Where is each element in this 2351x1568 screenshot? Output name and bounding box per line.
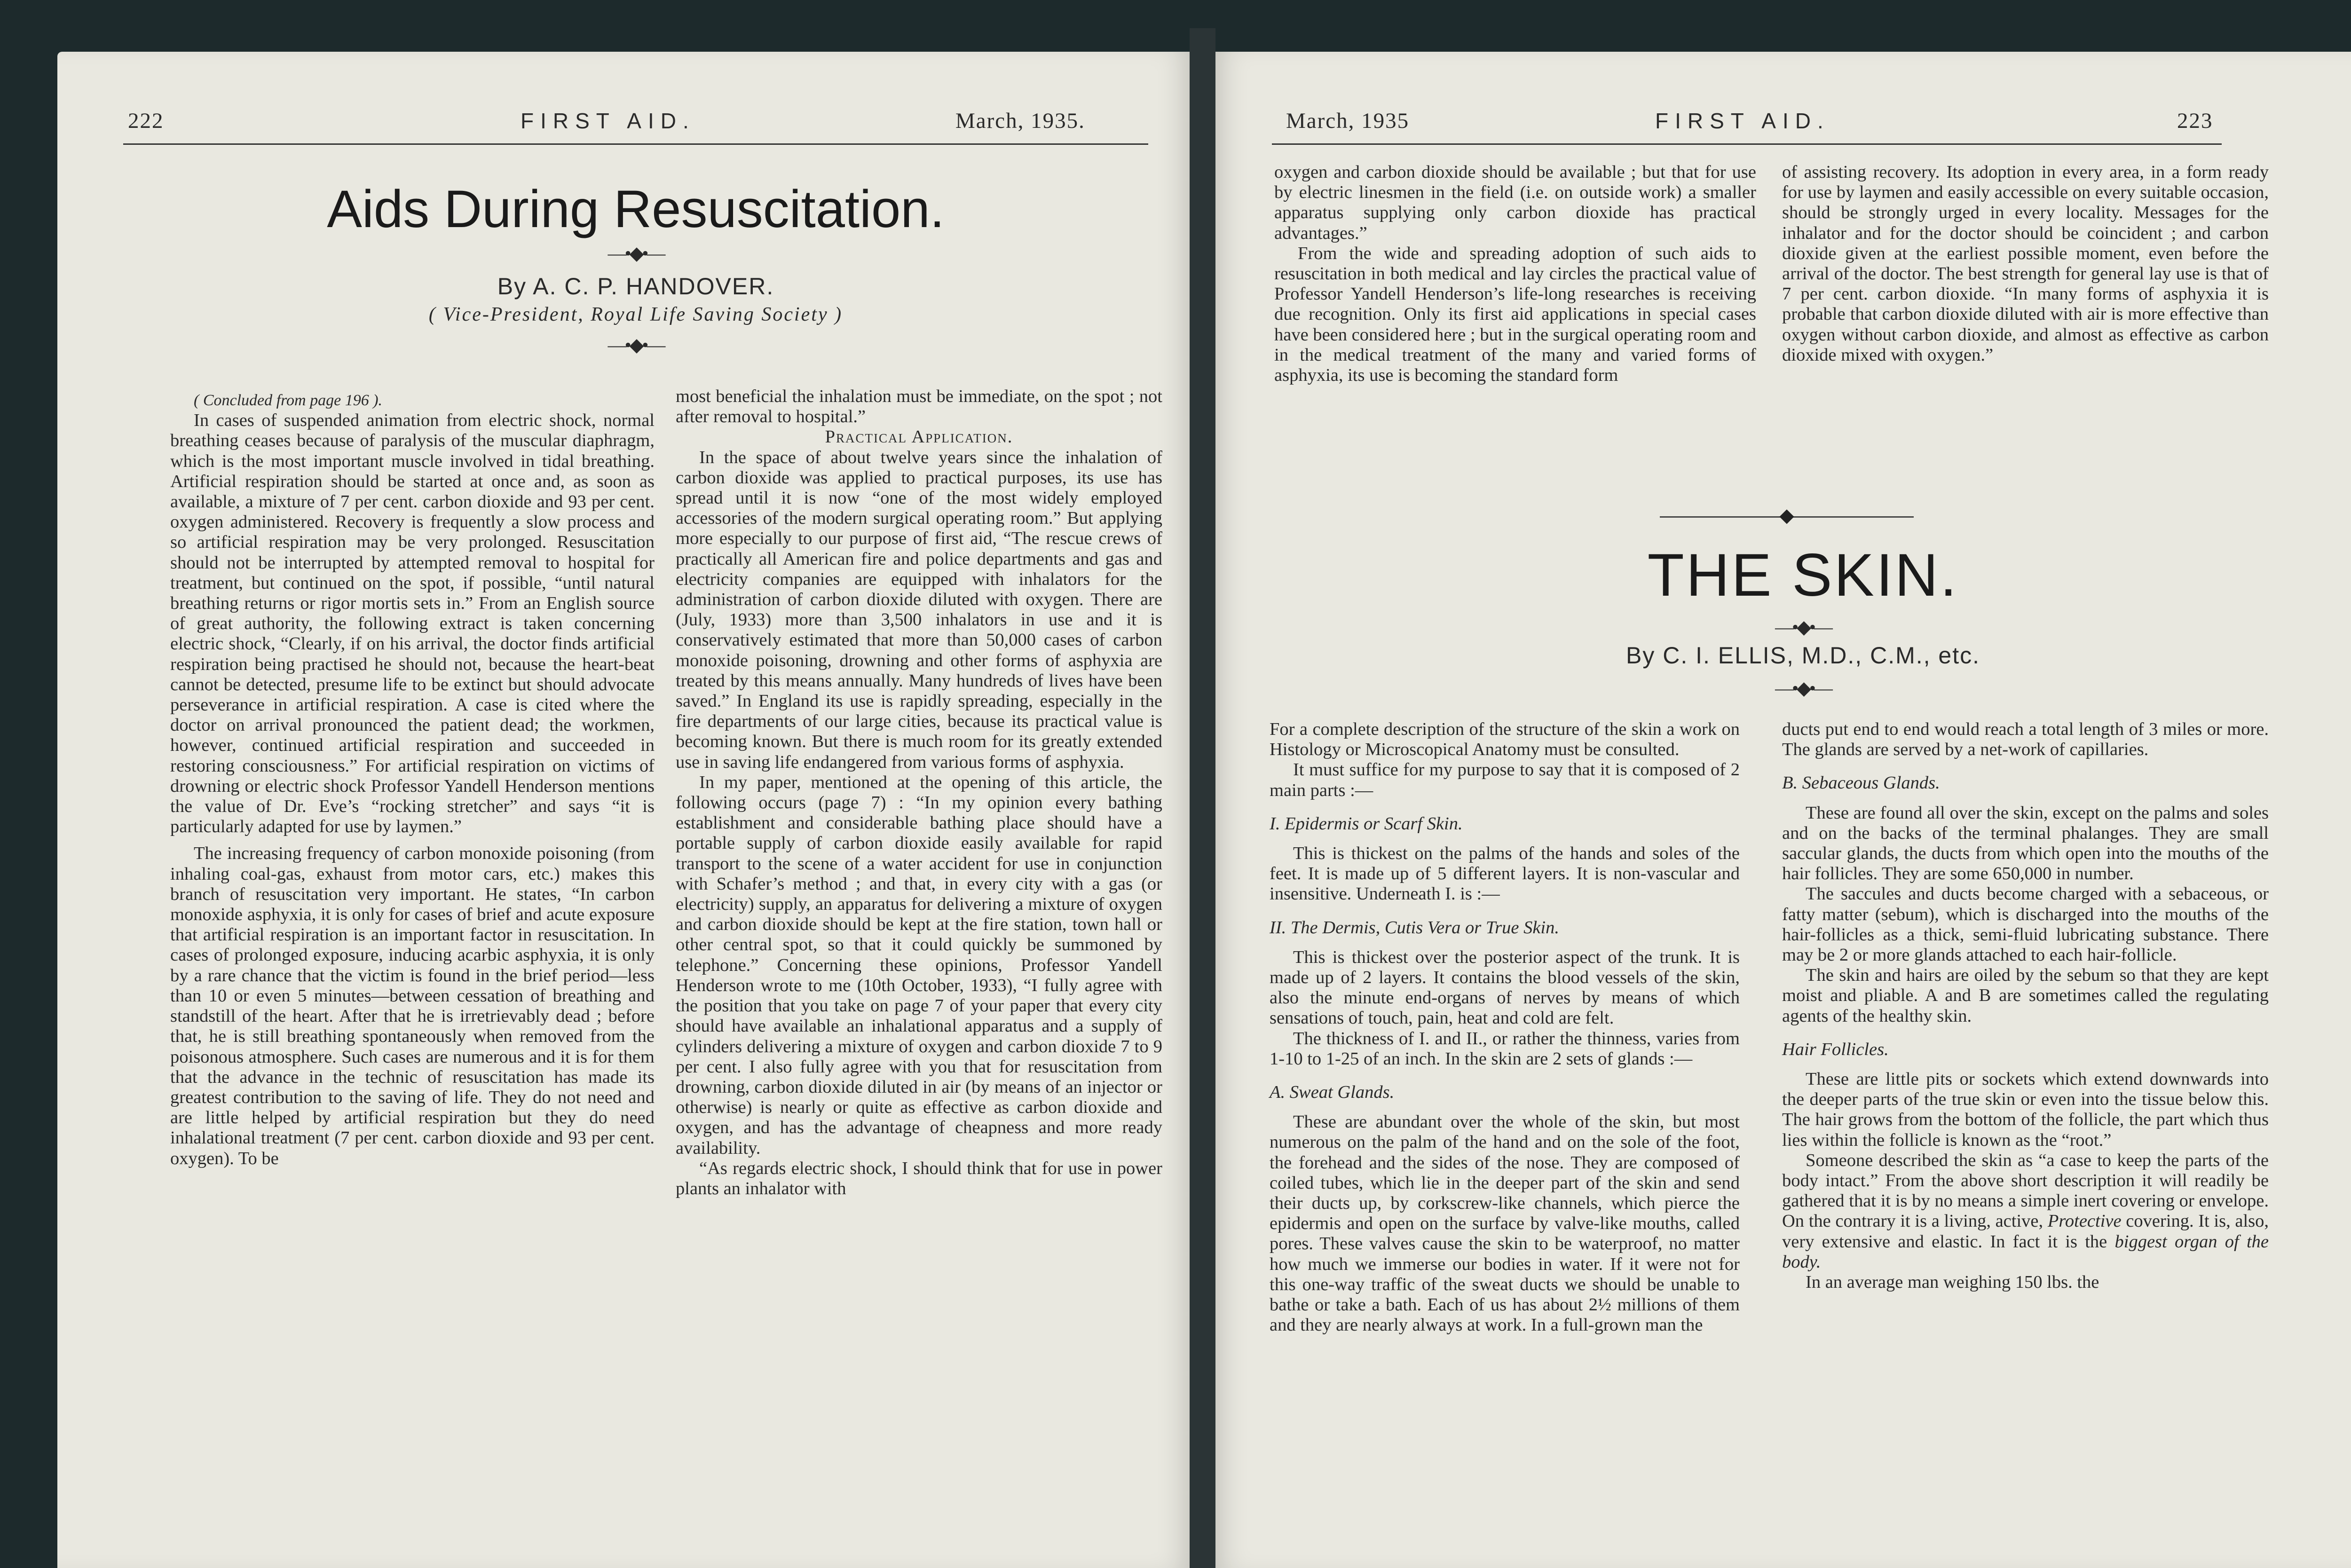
left-column-2: [676, 386, 1162, 1199]
right-top-column-1: [1274, 162, 1756, 386]
paragraph: Someone described the skin as “a case to keep the parts of the body intact.” From the above short description it will readily be gathered that it is by no means a simple inert covering or envelope. On the contrary it is a living, active, Protective covering. It is, also, very extensive and elastic. In fact it is the biggest organ of the body.: [1782, 1150, 2269, 1272]
book-spine: [1190, 28, 1215, 1568]
byline: By A. C. P. HANDOVER.: [497, 273, 774, 299]
paragraph: These are found all over the skin, except on the palms and soles and on the backs of the terminal phalanges. They are small saccular glands, the ducts from which open into the mouths of the hair follicles. They are some 650,000 in number.: [1782, 803, 2269, 884]
right-top-column-2: [1782, 162, 2269, 365]
paragraph: The saccules and ducts become charged with a sebaceous, or fatty matter (sebum), which is discharged into the mouths of the hair-follicles as a thick, semi-fluid lubricating substance. There may be 2 or more glands attached to each hair-follicle.: [1782, 884, 2269, 965]
byline-ornament: —•◆•—: [1775, 678, 1831, 699]
skin-column-2: [1782, 719, 2269, 1292]
section-heading: A. Sweat Glands.: [1270, 1082, 1395, 1103]
page-number: 223: [2177, 109, 2213, 133]
section-heading: B. Sebaceous Glands.: [1782, 773, 1940, 793]
paragraph: This is thickest over the posterior aspect of the trunk. It is made up of 2 layers. It contains the blood vessels of the skin, also the minute end-organs of nerves by means of which sensations of touch, pain, heat and cold are felt.: [1270, 947, 1740, 1028]
issue-date: March, 1935.: [955, 109, 1085, 133]
page-number: 222: [128, 109, 164, 133]
paragraph: The increasing frequency of carbon monoxide poisoning (from inhaling coal-gas, exhaust from motor cars, etc.) makes this branch of resuscitation very important. He states, “In carbon monoxide asphyxia, it is only for cases of brief and acute exposure that artificial respiration is an important factor in resuscitation. In cases of prolonged exposure, inducing acarbic asphyxia, it is only by a rare chance that the victim is found in the brief period—less than 10 or even 5 minutes—between cessation of breathing and standstill of the heart. After that he is irretrievably dead ; before that, he is still breathing spontaneously when removed from the poisonous atmosphere. Such cases are numerous and it is for them that the advance in the technic of resuscitation has made its greatest contribution to the saving of life. They do not need and are little helped by artificial respiration but they do need inhalational treatment (7 per cent. carbon dioxide and 93 per cent. oxygen). To be: [170, 843, 655, 1168]
paragraph: For a complete description of the structure of the skin a work on Histology or Microscopical Anatomy must be consulted.: [1270, 719, 1740, 760]
paragraph: From the wide and spreading adoption of such aids to resuscitation in both medical and lay circles the practical value of Professor Yandell Henderson’s life-long researches is receiving due recognition. Only its first aid applications in special cases have been considered here ; but in the surgical operating room and in the medical treatment of the many and varied forms of asphyxia, its use is becoming the standard form: [1274, 243, 1756, 386]
paragraph: It must suffice for my purpose to say that it is composed of 2 main parts :—: [1270, 760, 1740, 800]
paragraph: These are little pits or sockets which extend downwards into the deeper parts of the true skin or even into the tissue below this. The hair grows from the bottom of the follicle, the part which thus lies within the follicle is known as the “root.”: [1782, 1069, 2269, 1150]
paragraph: These are abundant over the whole of the skin, but most numerous on the palm of the hand and on the sole of the foot, the forehead and the sides of the nose. They are composed of coiled tubes, which lie in the deeper part of the skin and send their ducts up, by corkscrew-like channels, which pierce the epidermis and open on the surface by valve-like mouths, called pores. These valves cause the skin to be waterproof, no matter how much we immerse our bodies in water. If it were not for this one-way traffic of the sweat ducts we should be unable to bathe or take a bath. Each of us has about 2½ millions of them and they are nearly always at work. In a full-grown man the: [1270, 1112, 1740, 1335]
paragraph: In the space of about twelve years since the inhalation of carbon dioxide was applied to practical purposes, its use has spread until it is now “one of the most widely employed accessories of the modern surgical operating room.” But applying more especially to our purpose of first aid, “The rescue crews of practically all American fire and police departments and gas and electricity companies are equipped with inhalators for the administration of carbon dioxide diluted with oxygen. There are (July, 1933) more than 3,500 inhalators in use and it is conservatively estimated that more than 50,000 cases of carbon monoxide poisoning, drowning and other forms of asphyxia are treated by this means annually. Many hundreds of lives have been saved.” In England its use is rapidly spreading, especially in the fire departments of our large cities, because its practical value is becoming known. But there is much room for its greatly extended use in saving life endangered from various forms of asphyxia.: [676, 447, 1162, 772]
paragraph: The skin and hairs are oiled by the sebum so that they are kept moist and pliable. A and B are sometimes called the regulating agents of the healthy skin.: [1782, 965, 2269, 1026]
title-ornament: —•◆•—: [607, 243, 664, 264]
article-title: THE SKIN.: [1647, 542, 1959, 609]
section-heading: II. The Dermis, Cutis Vera or True Skin.: [1270, 917, 1559, 938]
magazine-title: FIRST AID.: [1655, 109, 1830, 133]
magazine-title: FIRST AID.: [521, 109, 695, 133]
byline-ornament: —•◆•—: [607, 334, 664, 355]
continuation-note: ( Concluded from page 196 ).: [194, 392, 383, 409]
header-rule: [1272, 143, 2222, 145]
header-rule: [123, 143, 1148, 145]
skin-column-1: [1270, 719, 1740, 1335]
affiliation: ( Vice-President, Royal Life Saving Society ): [428, 304, 843, 325]
paragraph: This is thickest on the palms of the hands and soles of the feet. It is made up of 5 different layers. It is non-vascular and insensitive. Underneath I. is :—: [1270, 843, 1740, 904]
paragraph: In my paper, mentioned at the opening of this article, the following occurs (page 7) : “In my opinion every bathing establishment and considerable bathing place should have a portable supply of carbon dioxide easily available for rapid transport to the scene of a water accident for use in conjunction with Schafer’s method ; and that, in every city with a gas (or electricity) supply, an apparatus for delivering a mixture of oxygen and carbon dioxide should be kept at the fire station, town hall or other central spot, so that it could quickly be summoned by telephone.” Concerning these opinions, Professor Yandell Henderson wrote to me (10th October, 1933), “I fully agree with the position that you take on page 7 of your paper that every city should have available an inhalational apparatus and a supply of cylinders delivering a mixture of oxygen and carbon dioxide 7 to 9 per cent. I also fully agree with you that for resuscitation from drowning, carbon dioxide diluted in air (by means of an injector or otherwise) is nearly or quite as effective as carbon dioxide and oxygen, and has the advantage of cheapness and more ready availability.: [676, 772, 1162, 1158]
section-heading: I. Epidermis or Scarf Skin.: [1270, 813, 1463, 834]
issue-date: March, 1935: [1286, 109, 1410, 133]
paragraph: oxygen and carbon dioxide should be available ; but that for use by electric linesmen in the field (i.e. on outside work) a smaller apparatus supplying only carbon dioxide has practical advantages.”: [1274, 162, 1756, 243]
paragraph: In cases of suspended animation from electric shock, normal breathing ceases because of paralysis of the muscular diaphragm, which is the most important muscle involved in tidal breathing. Artificial respiration should be started at once and, as soon as available, a mixture of 7 per cent. carbon dioxide and 93 per cent. oxygen administered. Recovery is frequently a slow process and so artificial respiration may be very prolonged. Resuscitation should not be interrupted by attempted removal to hospital for treatment, but continued on the spot, if possible, “until natural breathing returns or rigor mortis sets in.” From an English source of great authority, the following extract is taken concerning electric shock, “Clearly, if on his arrival, the doctor finds artificial respiration being practised he should not, because the heart-beat cannot be detected, presume life to be extinct but should advocate perseverance in artificial respiration. A case is cited where the doctor on arrival pronounced the patient dead; the workmen, however, continued artificial respiration and succeeded in restoring consciousness.” For artificial respiration on victims of drowning or electric shock Professor Yandell Henderson mentions the value of Dr. Eve’s “rocking stretcher” and says “it is particularly adapted for use by laymen.”: [170, 410, 655, 837]
paragraph: ducts put end to end would reach a total length of 3 miles or more. The glands are served by a net-work of capillaries.: [1782, 719, 2269, 760]
left-page: [57, 52, 1190, 1568]
right-page: [1215, 52, 2351, 1568]
paragraph: of assisting recovery. Its adoption in every area, in a form ready for use by laymen and easily accessible on every suitable occasion, should be strongly urged in every locality. Messages for the inhalator and for the doctor should be coincident ; and carbon dioxide given at the earliest possible moment, even before the arrival of the doctor. The best strength for general lay use is that of 7 per cent. carbon dioxide. “In many forms of asphyxia it is probable that carbon dioxide diluted with air is more effective than oxygen without carbon dioxide, and almost as effective as carbon dioxide mixed with oxygen.”: [1782, 162, 2269, 365]
left-column-1: [170, 390, 655, 1169]
subheading: Practical Application.: [825, 427, 1013, 447]
paragraph: The thickness of I. and II., or rather the thinness, varies from 1-10 to 1-25 of an inch. In the skin are 2 sets of glands :—: [1270, 1028, 1740, 1069]
section-heading: Hair Follicles.: [1782, 1039, 1889, 1059]
paragraph: “As regards electric shock, I should think that for use in power plants an inhalator with: [676, 1158, 1162, 1198]
byline: By C. I. ELLIS, M.D., C.M., etc.: [1625, 642, 1980, 669]
paragraph: In an average man weighing 150 lbs. the: [1806, 1272, 2099, 1292]
divider-diamond: [1779, 509, 1794, 524]
title-ornament: —•◆•—: [1775, 616, 1831, 638]
paragraph: most beneficial the inhalation must be immediate, on the spot ; not after removal to hospital.”: [676, 386, 1162, 427]
article-title: Aids During Resuscitation.: [327, 180, 945, 238]
